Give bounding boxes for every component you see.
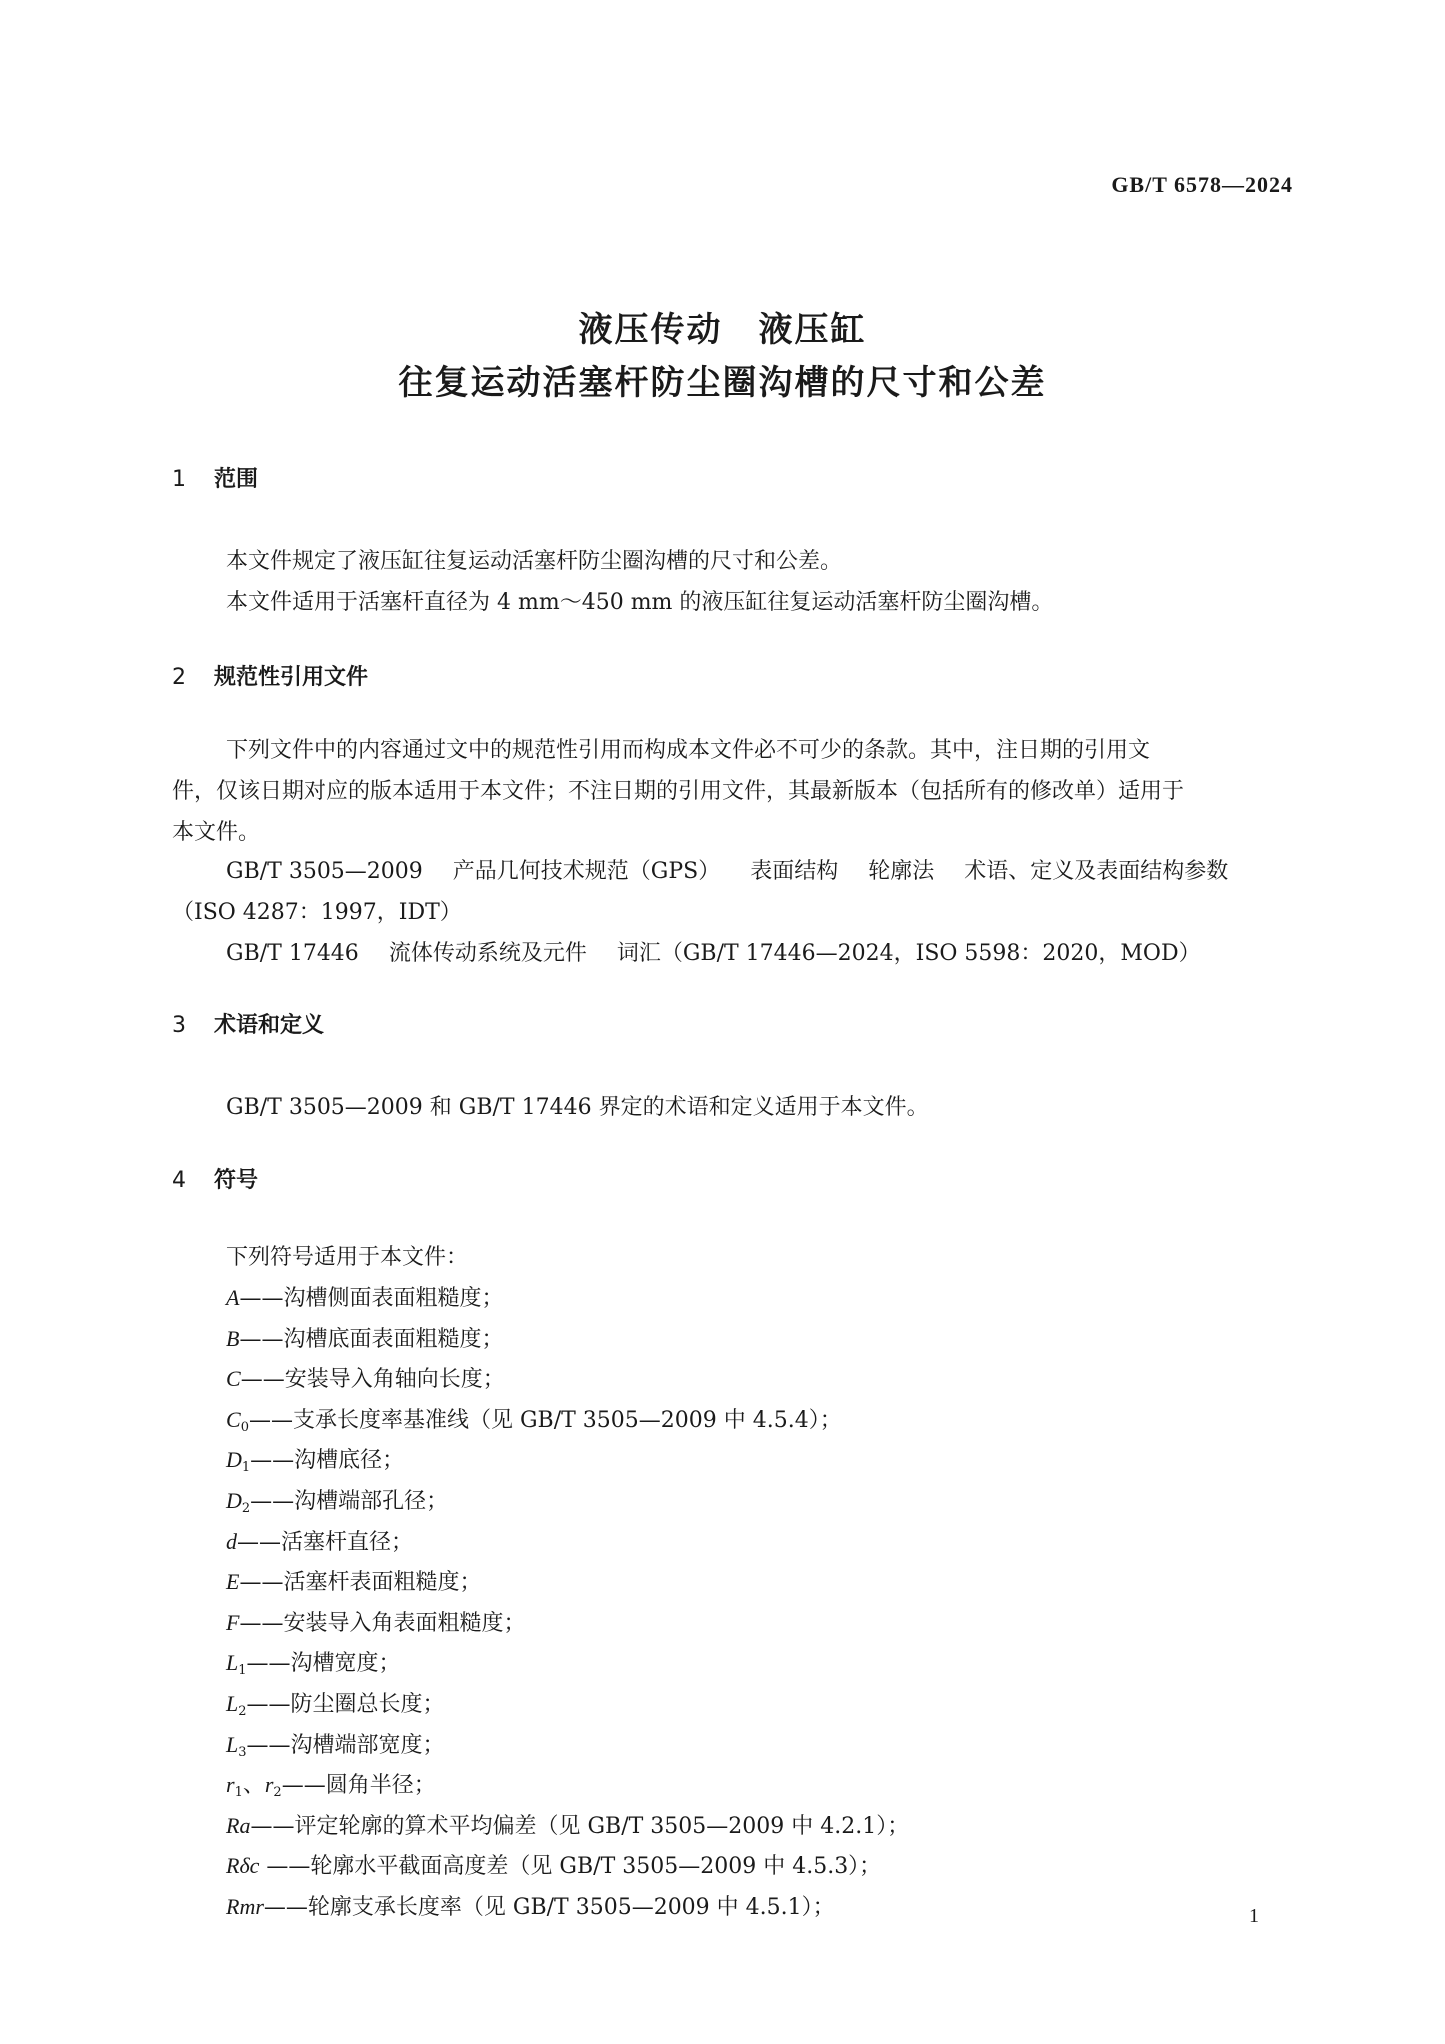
section-title: 符号 (214, 1168, 259, 1193)
reference-title-part: 术语、定义及表面结构参数 (964, 859, 1229, 884)
paragraph (172, 730, 1295, 853)
symbol-entry (226, 1281, 503, 1312)
symbol-entry (226, 1728, 445, 1760)
symbol: C (226, 1407, 241, 1432)
symbol-subscript: 1 (241, 1460, 251, 1475)
symbol-description: ——沟槽底面表面粗糙度； (239, 1327, 504, 1352)
symbol-subscript: 2 (241, 1501, 251, 1516)
symbol: C (226, 1366, 241, 1391)
section-title: 范围 (214, 467, 259, 492)
symbol-description: ——轮廓水平截面高度差（见 GB/T 3505—2009 中 4.5.3）； (259, 1854, 882, 1879)
symbol-subscript: 3 (238, 1745, 247, 1760)
symbol: Ra (226, 1813, 251, 1838)
symbol-description: ——圆角半径； (281, 1773, 436, 1798)
symbol-entry (226, 1890, 835, 1921)
section-number: 2 (172, 665, 186, 690)
symbol-subscript: 2 (238, 1704, 247, 1719)
symbol: L (226, 1691, 239, 1716)
symbol: F (226, 1610, 240, 1635)
paragraph: GB/T 3505—2009 和 GB/T 17446 界定的术语和定义适用于本文件。 (226, 1095, 929, 1120)
symbol-entry (226, 1565, 481, 1596)
title-line1-part2: 液压缸 (758, 310, 867, 350)
symbol-description: ——安装导入角轴向长度； (240, 1367, 505, 1392)
symbol: B (226, 1326, 240, 1351)
section-title: 术语和定义 (214, 1013, 325, 1038)
section-heading-3 (172, 1008, 324, 1039)
symbol-description: ——支承长度率基准线（见 GB/T 3505—2009 中 4.5.4）； (248, 1408, 842, 1433)
symbol: r (226, 1772, 235, 1797)
normative-reference-1 (226, 854, 1228, 885)
symbol: Rδc (226, 1853, 260, 1878)
symbol-entry (226, 1606, 525, 1637)
page-number: 1 (1249, 1905, 1259, 1927)
reference-title-part: 表面结构 (750, 859, 839, 884)
paragraph-line: 件，仅该日期对应的版本适用于本文件；不注日期的引用文件，其最新版本（包括所有的修改单）适用于 (172, 779, 1185, 804)
normative-reference-2 (226, 936, 1201, 967)
normative-reference-1-cont: （ISO 4287：1997，IDT） (172, 900, 462, 925)
paragraph-line: 本文件。 (172, 820, 261, 845)
symbol-description: ——沟槽端部宽度； (246, 1733, 445, 1758)
symbol-entry (226, 1646, 401, 1678)
section-number: 3 (172, 1013, 186, 1038)
symbol: r (264, 1772, 274, 1797)
symbol-description: ——活塞杆表面粗糙度； (239, 1570, 482, 1595)
symbol-entry (226, 1322, 503, 1353)
symbol-description: ——沟槽宽度； (246, 1651, 401, 1676)
section-number: 4 (172, 1168, 186, 1193)
symbol: L (226, 1650, 239, 1675)
symbol-description: ——防尘圈总长度； (246, 1692, 445, 1717)
symbol-entry (226, 1768, 436, 1800)
symbol: D (226, 1488, 242, 1513)
reference-title-part: 轮廓法 (868, 859, 935, 884)
document-subtitle: 往复运动活塞杆防尘圈沟槽的尺寸和公差 (398, 363, 1047, 403)
symbol: L (226, 1732, 239, 1757)
document-title (0, 302, 1445, 351)
symbol-entry (226, 1809, 909, 1840)
symbol: E (226, 1569, 240, 1594)
symbol-description: ——沟槽端部孔径； (250, 1489, 449, 1514)
symbol-description: ——活塞杆直径； (237, 1530, 414, 1555)
symbol-description: ——轮廓支承长度率（见 GB/T 3505—2009 中 4.5.1）； (263, 1895, 835, 1920)
symbol-description: ——安装导入角表面粗糙度； (239, 1611, 526, 1636)
symbol: Rmr (226, 1894, 264, 1919)
reference-title-part: 词汇（GB/T 17446—2024，ISO 5598：2020，MOD） (616, 941, 1201, 966)
symbol-subscript: 0 (240, 1420, 249, 1435)
paragraph: 本文件规定了液压缸往复运动活塞杆防尘圈沟槽的尺寸和公差。 (226, 549, 843, 574)
reference-title-part: 产品几何技术规范（GPS） (452, 859, 721, 884)
section-title: 规范性引用文件 (214, 665, 369, 690)
symbol-entry (226, 1362, 505, 1393)
symbol-subscript: 1 (238, 1663, 247, 1678)
symbol-separator: 、 (242, 1773, 265, 1798)
symbol-entry (226, 1403, 842, 1435)
paragraph: 下列符号适用于本文件： (226, 1245, 469, 1270)
reference-code: GB/T 3505—2009 (226, 859, 423, 884)
symbol-subscript: 1 (234, 1785, 243, 1800)
section-heading-1 (172, 462, 258, 493)
reference-title-part: 流体传动系统及元件 (388, 941, 587, 966)
title-line1-part1: 液压传动 (578, 310, 723, 350)
reference-code: GB/T 17446 (226, 941, 359, 966)
section-heading-2 (172, 660, 368, 691)
symbol: d (226, 1529, 237, 1554)
symbol: A (226, 1285, 240, 1310)
std-number: GB/T 6578—2024 (1111, 172, 1293, 197)
symbol-entry (226, 1443, 404, 1475)
section-number: 1 (172, 467, 186, 492)
symbol-description: ——沟槽底径； (250, 1448, 405, 1473)
section-heading-4 (172, 1163, 258, 1194)
paragraph-line: 下列文件中的内容通过文中的规范性引用而构成本文件必不可少的条款。其中，注日期的引用文 (226, 738, 1151, 763)
paragraph: 本文件适用于活塞杆直径为 4 mm～450 mm 的液压缸往复运动活塞杆防尘圈沟槽。 (226, 590, 1054, 615)
symbol-description: ——沟槽侧面表面粗糙度； (239, 1286, 504, 1311)
symbol: D (226, 1447, 242, 1472)
symbol-entry (226, 1484, 448, 1516)
symbol-entry (226, 1849, 881, 1880)
symbol-description: ——评定轮廓的算术平均偏差（见 GB/T 3505—2009 中 4.2.1）； (250, 1814, 910, 1839)
symbol-entry (226, 1525, 413, 1556)
symbol-subscript: 2 (273, 1785, 282, 1800)
symbol-entry (226, 1687, 445, 1719)
